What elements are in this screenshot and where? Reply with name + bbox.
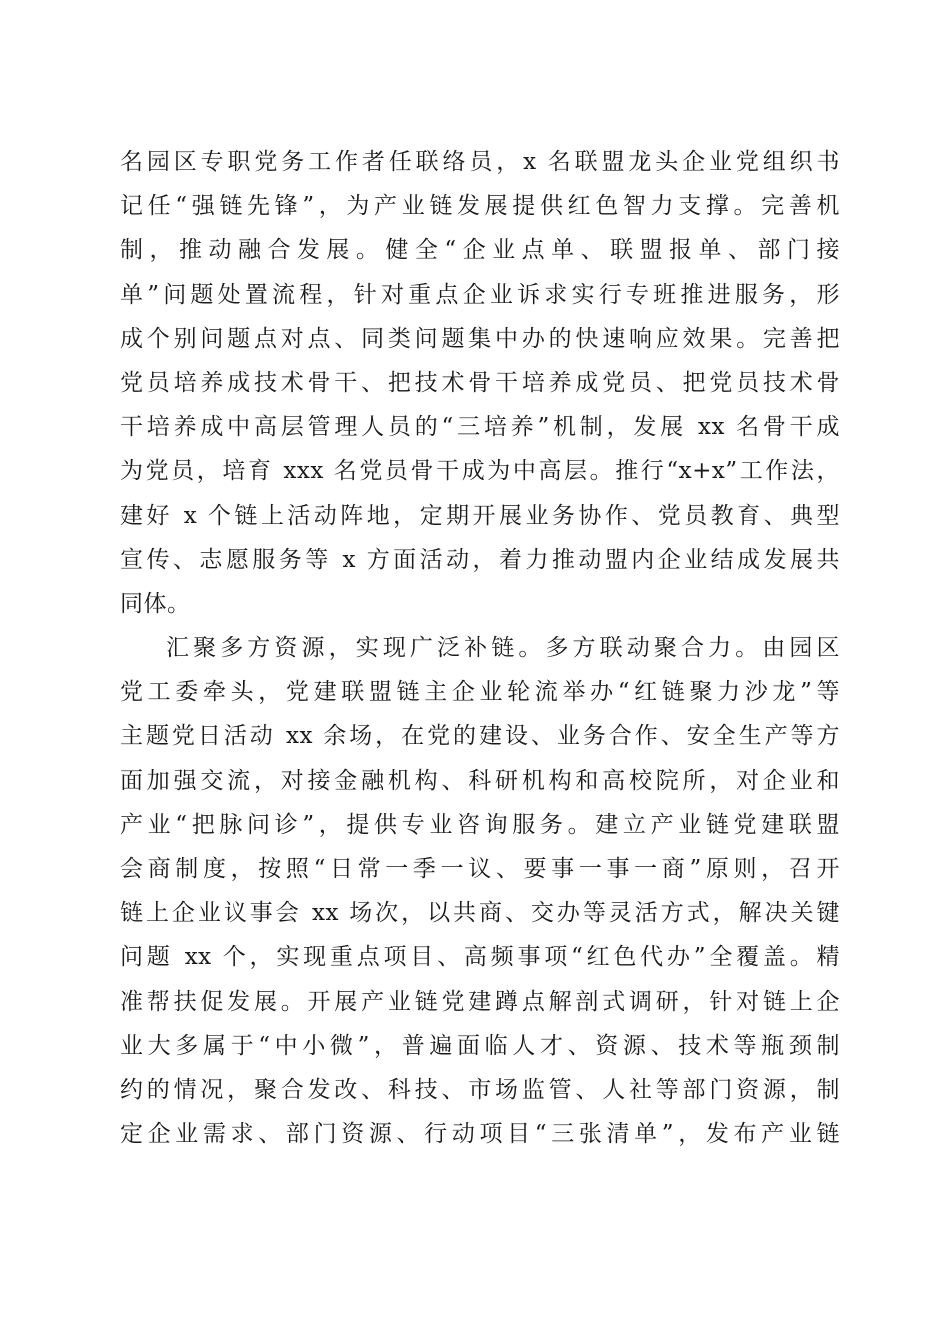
text-line: 制，推动融合发展。健全“企业点单、联盟报单、部门接 bbox=[120, 237, 840, 264]
text-line: 宣传、志愿服务等 x 方面活动，着力推动盟内企业结成发展共 bbox=[120, 546, 840, 573]
text-line: 定企业需求、部门资源、行动项目“三张清单”，发布产业链 bbox=[120, 1121, 840, 1148]
text-line: 名园区专职党务工作者任联络员，x 名联盟龙头企业党组织书 bbox=[120, 149, 840, 175]
text-line: 主题党日活动 xx 余场，在党的建设、业务合作、安全生产等方 bbox=[120, 723, 840, 750]
text-line: 建好 x 个链上活动阵地，定期开展业务协作、党员教育、典型 bbox=[120, 502, 840, 529]
text-line: 约的情况，聚合发改、科技、市场监管、人社等部门资源，制 bbox=[120, 1076, 840, 1103]
text-line: 产业“把脉问诊”，提供专业咨询服务。建立产业链党建联盟 bbox=[120, 811, 840, 838]
text-line: 成个别问题点对点、同类问题集中办的快速响应效果。完善把 bbox=[120, 325, 840, 352]
text-line: 业大多属于“中小微”，普遍面临人才、资源、技术等瓶颈制 bbox=[120, 1032, 840, 1059]
text-line: 为党员，培育 xxx 名党员骨干成为中高层。推行“x+x”工作法， bbox=[120, 458, 840, 485]
text-line: 干培养成中高层管理人员的“三培养”机制，发展 xx 名骨干成 bbox=[120, 414, 840, 441]
text-line: 党员培养成技术骨干、把技术骨干培养成党员、把党员技术骨 bbox=[120, 369, 840, 396]
text-line: 准帮扶促发展。开展产业链党建蹲点解剖式调研，针对链上企 bbox=[120, 988, 840, 1015]
text-line: 同体。 bbox=[120, 590, 191, 617]
text-line: 链上企业议事会 xx 场次，以共商、交办等灵活方式，解决关键 bbox=[120, 900, 840, 927]
text-line: 面加强交流，对接金融机构、科研机构和高校院所，对企业和 bbox=[120, 767, 840, 794]
text-line: 党工委牵头，党建联盟链主企业轮流举办“红链聚力沙龙”等 bbox=[120, 679, 840, 706]
paragraph-2 bbox=[120, 626, 840, 1156]
text-line: 汇聚多方资源，实现广泛补链。多方联动聚合力。由园区 bbox=[166, 635, 840, 662]
paragraph-1 bbox=[120, 140, 840, 626]
text-line: 单”问题处置流程，针对重点企业诉求实行专班推进服务，形 bbox=[120, 281, 840, 308]
text-line: 记任“强链先锋”，为产业链发展提供红色智力支撑。完善机 bbox=[120, 193, 840, 220]
text-line: 问题 xx 个，实现重点项目、高频事项“红色代办”全覆盖。精 bbox=[120, 944, 840, 971]
text-line: 会商制度，按照“日常一季一议、要事一事一商”原则，召开 bbox=[120, 856, 840, 882]
body-text bbox=[120, 140, 840, 1156]
